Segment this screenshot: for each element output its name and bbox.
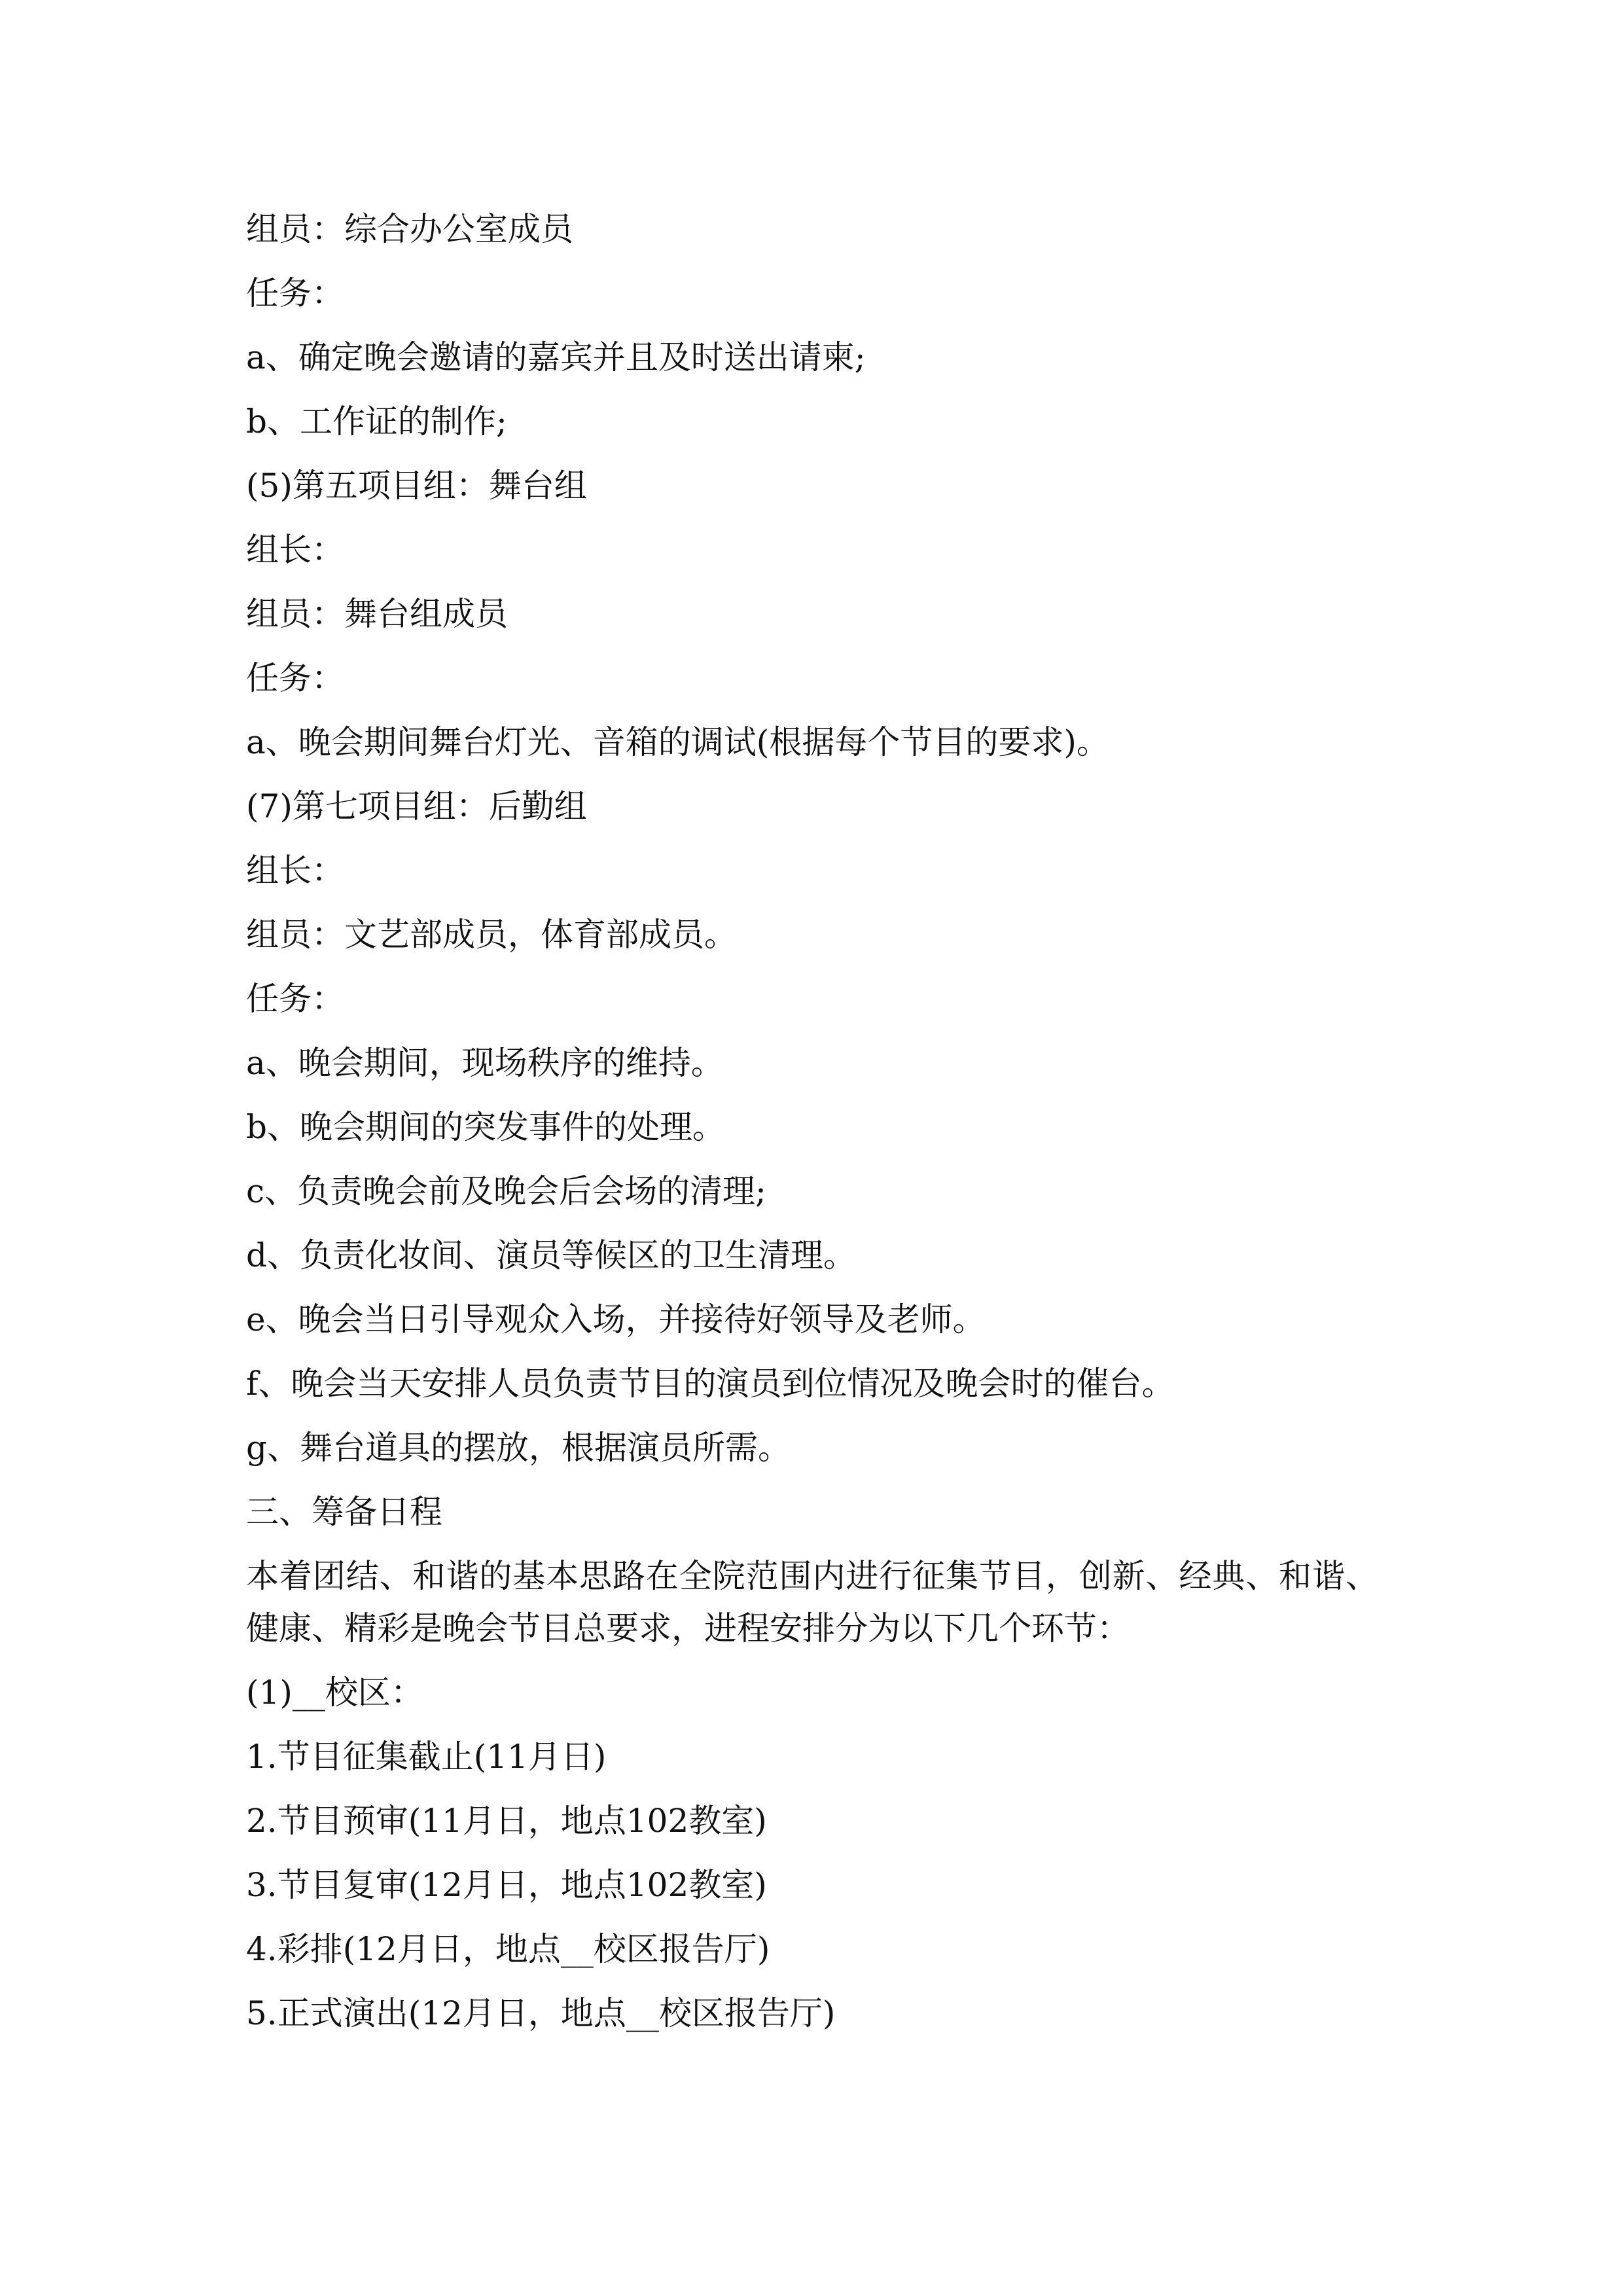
section-heading: (5)第五项目组：舞台组	[246, 467, 587, 505]
text-line: a、晚会期间舞台灯光、音箱的调试(根据每个节目的要求)。	[246, 723, 1109, 761]
body-paragraph: 本着团结、和谐的基本思路在全院范围内进行征集节目，创新、经典、和谐、健康、精彩是晚会节目总要求，进程安排分为以下几个环节：	[246, 1557, 1378, 1647]
text-line: f、晚会当天安排人员负责节目的演员到位情况及晚会时的催台。	[246, 1365, 1175, 1403]
text-line: b、晚会期间的突发事件的处理。	[246, 1108, 726, 1146]
schedule-item: 4.彩排(12月日，地点__校区报告厅)	[246, 1930, 770, 1968]
text-line: b、工作证的制作;	[246, 403, 507, 440]
text-line: 组长：	[246, 531, 344, 569]
text-line: 组员：舞台组成员	[246, 595, 508, 633]
schedule-item: 2.节目预审(11月日，地点102教室)	[246, 1802, 767, 1840]
text-line: d、负责化妆间、演员等候区的卫生清理。	[246, 1236, 857, 1274]
document-body	[246, 203, 1378, 2051]
text-line: a、确定晚会邀请的嘉宾并且及时送出请柬;	[246, 338, 866, 376]
text-line: 任务：	[246, 980, 344, 1018]
schedule-item: 1.节目征集截止(11月日)	[246, 1738, 607, 1776]
schedule-heading: (1)__校区：	[246, 1674, 423, 1712]
text-line: 组员：文艺部成员，体育部成员。	[246, 916, 737, 954]
section-heading: (7)第七项目组：后勤组	[246, 787, 587, 825]
section-heading: 三、筹备日程	[246, 1493, 442, 1531]
text-line: c、负责晚会前及晚会后会场的清理;	[246, 1172, 766, 1210]
text-line: g、舞台道具的摆放，根据演员所需。	[246, 1429, 791, 1467]
text-line: 组长：	[246, 852, 344, 889]
text-line: a、晚会期间，现场秩序的维持。	[246, 1044, 724, 1082]
text-line: 组员：综合办公室成员	[246, 210, 573, 248]
text-line: e、晚会当日引导观众入场，并接待好领导及老师。	[246, 1300, 986, 1338]
text-line: 任务：	[246, 659, 344, 697]
text-line: 任务：	[246, 274, 344, 312]
schedule-item: 3.节目复审(12月日，地点102教室)	[246, 1866, 767, 1904]
schedule-item: 5.正式演出(12月日，地点__校区报告厅)	[246, 1994, 836, 2032]
